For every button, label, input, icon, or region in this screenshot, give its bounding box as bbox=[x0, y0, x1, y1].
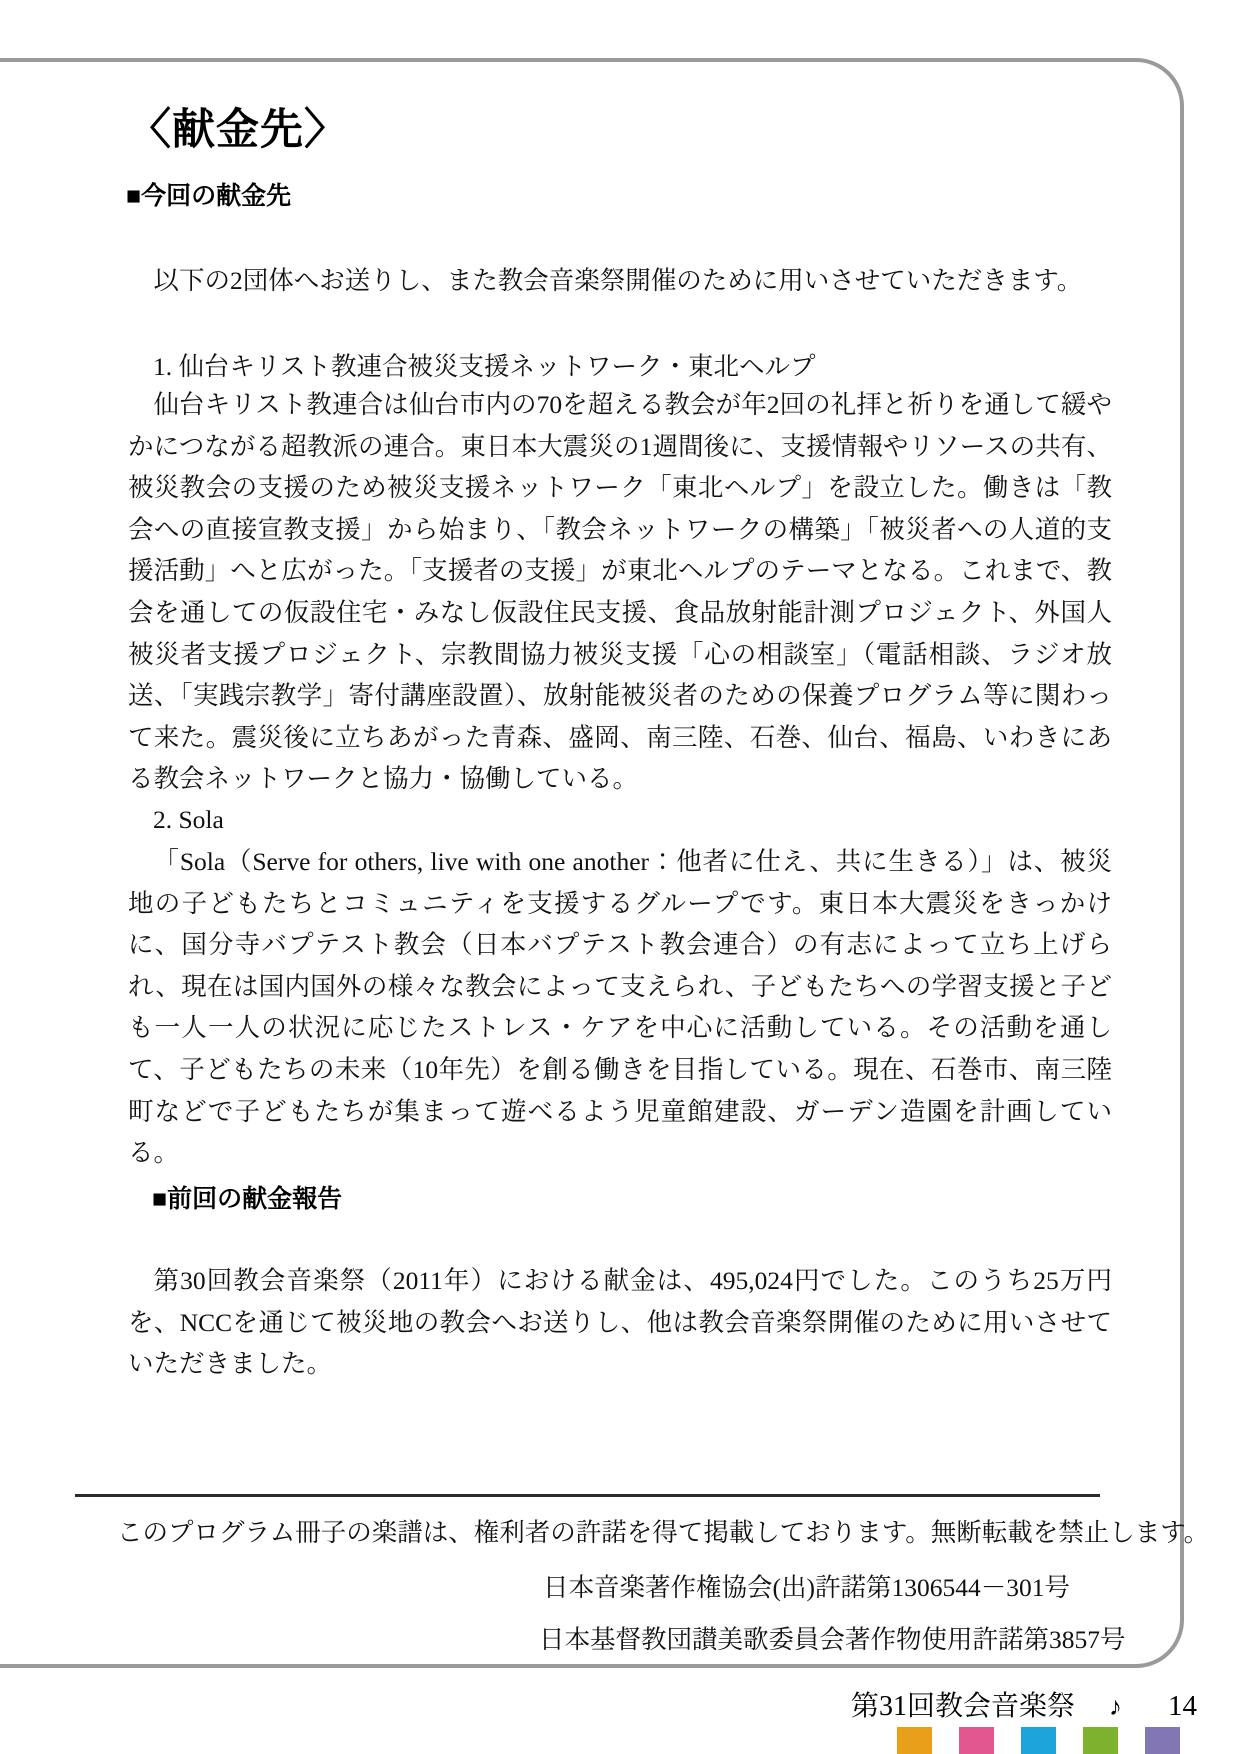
page-footer bbox=[851, 1684, 1197, 1724]
section-heading-previous-report: ■前回の献金報告 bbox=[152, 1185, 343, 1213]
color-square-pink bbox=[959, 1727, 994, 1754]
org-2-description: 「Sola（Serve for others, live with one another：他者に仕え、共に生きる）」は、被災地の子どもたちとコミュニティを支援するグループです。東日本大震災をきっかけに、国分寺バプテスト教会（日本バプテスト教会連合）の有志によって立ち上げられ、現在は国内国外の様々な教会によって支えられ、子どもたちへの学習支援と子ども一人一人の状況に応じたストレス・ケアを中心に活動している。その活動を通して、子どもたちの未来（10年先）を創る働きを目指している。現在、石巻市、南三陸町などで子どもたちが集まって遊べるよう児童館建設、ガーデン造園を計画している。 bbox=[128, 847, 1112, 1168]
color-square-green bbox=[1083, 1727, 1118, 1754]
copyright-notice: このプログラム冊子の楽譜は、権利者の許諾を得て掲載しております。無断転載を禁止します。 bbox=[117, 1518, 1210, 1547]
previous-report-paragraph: 第30回教会音楽祭（2011年）における献金は、495,024円でした。このうち25万円を、NCCを通じて被災地の教会へお送りし、他は教会音楽祭開催のために用いさせていただきました。 bbox=[128, 1266, 1112, 1379]
intro-paragraph: 以下の2団体へお送りし、また教会音楽祭開催のために用いさせていただきます。 bbox=[153, 266, 1083, 295]
org-1-description: 仙台キリスト教連合は仙台市内の70を超える教会が年2回の礼拝と祈りを通して緩やかにつながる超教派の連合。東日本大震災の1週間後に、支援情報やリソースの共有、被災教会の支援のため被災支援ネットワーク「東北ヘルプ」を設立した。働きは「教会への直接宣教支援」から始まり、「教会ネットワークの構築」「被災者への人道的支援活動」へと広がった。「支援者の支援」が東北ヘルプのテーマとなる。これまで、教会を通しての仮設住宅・みなし仮設住民支援、食品放射能計測プロジェクト、外国人被災者支援プロジェクト、宗教間協力被災支援「心の相談室」（電話相談、ラジオ放送、「実践宗教学」寄付講座設置）、放射能被災者のための保養プログラム等に関わって来た。震災後に立ちあがった青森、盛岡、南三陸、石巻、仙台、福島、いわきにある教会ネットワークと協力・協働している。 bbox=[128, 390, 1112, 794]
footer-color-squares bbox=[897, 1727, 1180, 1754]
org-2-title: 2. Sola bbox=[153, 805, 224, 834]
footer-festival-label: 第31回教会音楽祭 bbox=[850, 1691, 1075, 1722]
section-heading-current-donation: ■今回の献金先 bbox=[126, 182, 292, 210]
legal-divider-line bbox=[75, 1494, 1100, 1497]
footer-page-number: 14 bbox=[1168, 1690, 1197, 1722]
color-square-purple bbox=[1145, 1727, 1180, 1754]
org-1-title: 1. 仙台キリスト教連合被災支援ネットワーク・東北ヘルプ bbox=[153, 352, 816, 381]
color-square-blue bbox=[1021, 1727, 1056, 1754]
eighth-note-icon: ♪ bbox=[1109, 1692, 1122, 1721]
page-title: 〈献金先〉 bbox=[128, 106, 348, 154]
color-square-orange bbox=[897, 1727, 932, 1754]
hymnal-license-number: 日本基督教団讃美歌委員会著作物使用許諾第3857号 bbox=[539, 1625, 1126, 1654]
jasrac-license-number: 日本音楽著作権協会(出)許諾第1306544－301号 bbox=[543, 1573, 1070, 1602]
